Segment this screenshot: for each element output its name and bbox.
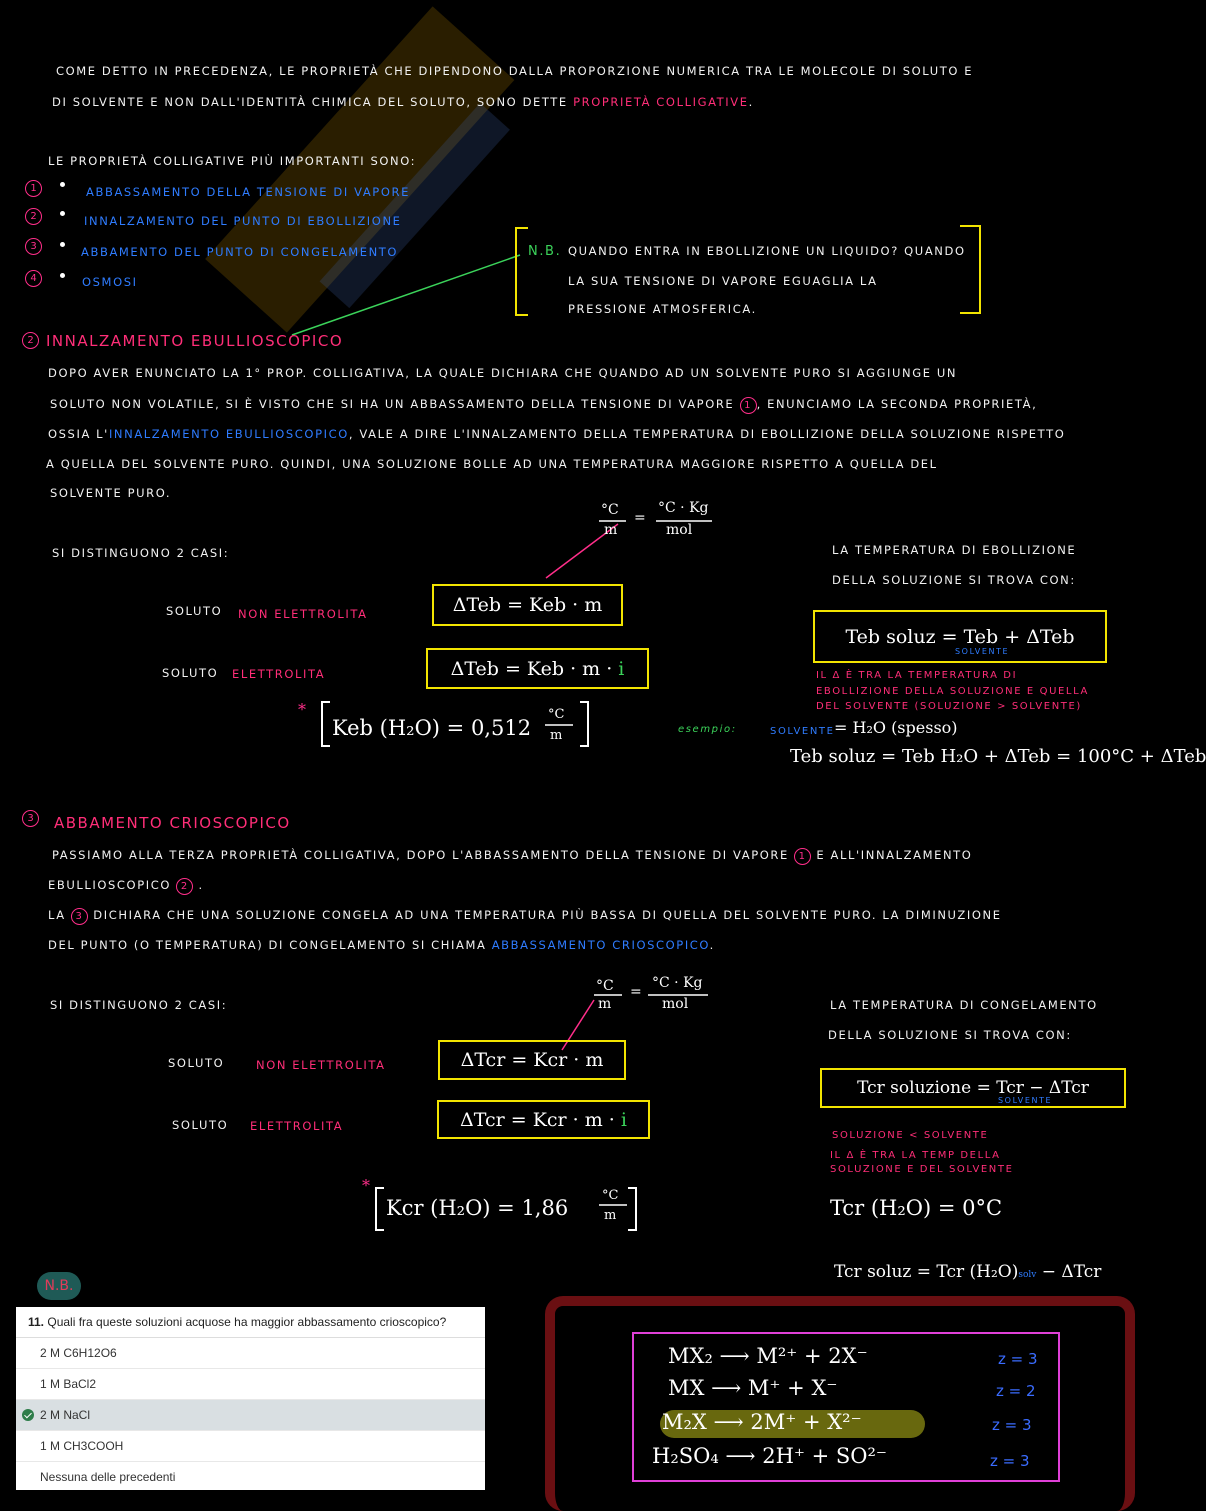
case-1-label-3: SOLUTO — [168, 1056, 225, 1070]
teb-note-3: DEL SOLVENTE (SOLUZIONE > SOLVENTE) — [816, 701, 1082, 712]
section-3-cases: SI DISTINGUONO 2 CASI: — [50, 998, 228, 1012]
example-formula: Teb soluz = Teb H₂O + ΔTeb = 100°C + ΔTeb — [790, 746, 1206, 767]
tcr-soluz-sub: solv — [1018, 1270, 1037, 1280]
section-3-number: 3 — [22, 810, 39, 827]
intro-line-2-text: DI SOLVENTE E NON DALL'IDENTITÀ CHIMICA DEL SOLUTO, SONO DETTE — [52, 95, 568, 109]
nb-badge: N.B. — [37, 1272, 81, 1300]
tcr-note-2: IL Δ È TRA LA TEMP DELLA — [830, 1150, 1001, 1161]
list-item-4: OSMOSI — [82, 275, 138, 289]
case-1-type: NON ELETTROLITA — [238, 607, 368, 621]
kcr-unit-den: m — [604, 1208, 617, 1223]
section-3-p4: DEL PUNTO (O TEMPERATURA) DI CONGELAMENTO SI CHIAMA ABBASSAMENTO CRIOSCOPICO. — [48, 938, 715, 952]
section-3-p4-text: DEL PUNTO (O TEMPERATURA) DI CONGELAMENTO SI CHIAMA — [48, 938, 487, 952]
case-2-type-3: ELETTROLITA — [250, 1119, 344, 1133]
reaction-2-z: z = 2 — [996, 1382, 1036, 1400]
kcr-unit-num: °C — [602, 1188, 619, 1203]
nb-tag: N.B. — [528, 244, 562, 259]
reaction-3-z: z = 3 — [992, 1416, 1032, 1434]
section-3-p1 — [52, 848, 972, 865]
tcr-note-3: SOLUZIONE E DEL SOLVENTE — [830, 1164, 1014, 1175]
section-2-p2 — [50, 397, 1037, 414]
list-number-4: 4 — [25, 270, 42, 287]
keb-unit-den: m — [550, 728, 563, 743]
section-2-p5: SOLVENTE PURO. — [50, 486, 172, 500]
list-number-1: 1 — [25, 180, 42, 197]
units-lhs-den-3: m — [598, 996, 612, 1012]
section-2-p2-text-end: , ENUNCIAMO LA SECONDA PROPRIETÀ, — [756, 397, 1038, 411]
tcr-soluz-end: − ΔTcr — [1041, 1262, 1102, 1282]
ref-number-2: 2 — [176, 878, 193, 895]
reaction-4-z: z = 3 — [990, 1452, 1030, 1470]
units-equals-3: = — [630, 984, 642, 1000]
intro-line-1: COME DETTO IN PRECEDENZA, LE PROPRIETÀ CHE DIPENDONO DALLA PROPORZIONE NUMERICA TRA LE MOLECOLE DI SOLUTO E — [56, 64, 974, 78]
tcr-soluz-text: Tcr soluz = Tcr (H₂O) — [834, 1262, 1019, 1282]
formula-box-teb-non-electrolyte: ΔTeb = Keb · m — [432, 584, 623, 626]
units-rhs-num: °C · Kg — [658, 500, 709, 516]
section-2-p2-text: SOLUTO NON VOLATILE, SI È VISTO CHE SI HA UN ABBASSAMENTO DELLA TENSIONE DI VAPORE — [50, 397, 735, 411]
nb-line-3: PRESSIONE ATMOSFERICA. — [568, 302, 757, 316]
formula-teb-solution: Teb soluz = Teb + ΔTeb — [845, 625, 1075, 648]
section-2-p3 — [48, 427, 1065, 441]
quiz-option-selected[interactable] — [16, 1400, 485, 1431]
tcr-solution-formula — [834, 1262, 1101, 1282]
vant-hoff-factor: i — [618, 657, 625, 680]
formula-tcr-electrolyte: ΔTcr = Kcr · m · — [460, 1108, 615, 1131]
quiz-option[interactable]: 2 M C6H12O6 — [16, 1338, 485, 1369]
units-rhs-den: mol — [666, 522, 693, 538]
case-2-type: ELETTROLITA — [232, 667, 326, 681]
example-rest: = H₂O (spesso) — [834, 718, 958, 737]
formula-box-tcr-electrolyte — [437, 1100, 650, 1139]
list-item-2: INNALZAMENTO DEL PUNTO DI EBOLLIZIONE — [84, 214, 402, 228]
asterisk-icon: * — [298, 700, 306, 719]
quiz-card — [16, 1307, 485, 1490]
units-rhs-num-3: °C · Kg — [652, 975, 703, 991]
ref-number-1: 1 — [740, 397, 757, 414]
units-lhs-den: m — [604, 522, 618, 538]
case-2-label-3: SOLUTO — [172, 1118, 229, 1132]
cryoscopic-term: ABBASSAMENTO CRIOSCOPICO — [491, 938, 710, 952]
section-2-p1: DOPO AVER ENUNCIATO LA 1° PROP. COLLIGATIVA, LA QUALE DICHIARA CHE QUANDO AD UN SOLVENTE PURO SI AGGIUNGE UN — [48, 366, 958, 380]
tcr-right-text-1: LA TEMPERATURA DI CONGELAMENTO — [830, 998, 1098, 1012]
example-label: esempio: — [678, 724, 737, 735]
quiz-question-text: Quali fra queste soluzioni acquose ha maggior abbassamento crioscopico? — [47, 1315, 447, 1329]
nb-line-1: QUANDO ENTRA IN EBOLLIZIONE UN LIQUIDO? QUANDO — [568, 244, 966, 258]
tcr-solvente-subscript: SOLVENTE — [998, 1096, 1053, 1105]
check-icon — [22, 1409, 34, 1421]
colligative-properties-term: PROPRIETÀ COLLIGATIVE — [573, 95, 749, 109]
section-3-p1-end: E ALL'INNALZAMENTO — [816, 848, 973, 862]
section-2-cases: SI DISTINGUONO 2 CASI: — [52, 546, 230, 560]
units-lhs-num-3: °C — [596, 978, 614, 994]
teb-note-2: EBOLLIZIONE DELLA SOLUZIONE E QUELLA — [816, 686, 1089, 697]
intro-line-2: DI SOLVENTE E NON DALL'IDENTITÀ CHIMICA DEL SOLUTO, SONO DETTE PROPRIETÀ COLLIGATIVE. — [52, 95, 754, 109]
section-2-p3-end: , VALE A DIRE L'INNALZAMENTO DELLA TEMPERATURA DI EBOLLIZIONE DELLA SOLUZIONE RISPETTO — [348, 427, 1066, 441]
section-2-p4: A QUELLA DEL SOLVENTE PURO. QUINDI, UNA SOLUZIONE BOLLE AD UNA TEMPERATURA MAGGIORE RISPETTO A QUELLA DEL — [46, 457, 938, 471]
intro-line-3: LE PROPRIETÀ COLLIGATIVE PIÙ IMPORTANTI SONO: — [48, 154, 417, 168]
reaction-1-z: z = 3 — [998, 1350, 1038, 1368]
keb-constant: Keb (H₂O) = 0,512 — [332, 716, 532, 740]
example-solvente: SOLVENTE — [770, 726, 835, 737]
asterisk-icon: * — [362, 1176, 370, 1195]
ebullioscopic-term: INNALZAMENTO EBULLIOSCOPICO — [108, 427, 349, 441]
reaction-4: H₂SO₄ ⟶ 2H⁺ + SO²⁻ — [652, 1444, 888, 1468]
quiz-option[interactable]: 1 M CH3COOH — [16, 1431, 485, 1462]
quiz-question — [16, 1307, 485, 1338]
units-lhs-num: °C — [601, 502, 619, 518]
section-2-p3-start: OSSIA L' — [48, 427, 109, 441]
reaction-1: MX₂ ⟶ M²⁺ + 2X⁻ — [668, 1344, 868, 1368]
formula-box-tcr-non-electrolyte: ΔTcr = Kcr · m — [438, 1040, 626, 1080]
units-equals: = — [634, 510, 646, 526]
section-2-title: INNALZAMENTO EBULLIOSCOPICO — [46, 332, 344, 350]
list-item-1: ABBASSAMENTO DELLA TENSIONE DI VAPORE — [86, 185, 410, 199]
section-3-p3-start: LA — [48, 908, 66, 922]
reaction-3: M₂X ⟶ 2M⁺ + X²⁻ — [662, 1410, 862, 1434]
case-2-label: SOLUTO — [162, 666, 219, 680]
quiz-option-label: 2 M NaCl — [40, 1408, 91, 1422]
formula-box-tcr-solution: Tcr soluzione = Tcr − ΔTcr — [820, 1068, 1126, 1108]
section-3-p3-text: DICHIARA CHE UNA SOLUZIONE CONGELA AD UNA TEMPERATURA PIÙ BASSA DI QUELLA DEL SOLVENTE PURO. LA DIMINUZIONE — [93, 908, 1002, 922]
reaction-2: MX ⟶ M⁺ + X⁻ — [668, 1376, 838, 1400]
ref-number-1: 1 — [794, 848, 811, 865]
kcr-constant: Kcr (H₂O) = 1,86 — [386, 1196, 569, 1220]
section-3-title: ABBAMENTO CRIOSCOPICO — [54, 814, 291, 832]
case-1-type-3: NON ELETTROLITA — [256, 1058, 386, 1072]
tcr-right-text-2: DELLA SOLUZIONE SI TROVA CON: — [828, 1028, 1072, 1042]
units-rhs-den-3: mol — [662, 996, 689, 1012]
ref-number-3: 3 — [71, 908, 88, 925]
list-number-3: 3 — [25, 238, 42, 255]
formula-box-teb-electrolyte — [426, 648, 649, 689]
teb-right-text-2: DELLA SOLUZIONE SI TROVA CON: — [832, 573, 1076, 587]
formula-teb-electrolyte: ΔTeb = Keb · m · — [450, 657, 613, 680]
list-item-3: ABBAMENTO DEL PUNTO DI CONGELAMENTO — [81, 245, 399, 259]
quiz-question-number: 11. — [28, 1315, 45, 1329]
nb-line-2: LA SUA TENSIONE DI VAPORE EGUAGLIA LA — [568, 274, 878, 288]
section-3-p2-text: EBULLIOSCOPICO — [48, 878, 172, 892]
quiz-option[interactable]: Nessuna delle precedenti — [40, 1470, 176, 1484]
section-3-p2: EBULLIOSCOPICO 2 . — [48, 878, 204, 895]
teb-solvente-subscript: SOLVENTE — [955, 647, 1010, 656]
list-number-2: 2 — [25, 208, 42, 225]
teb-right-text-1: LA TEMPERATURA DI EBOLLIZIONE — [832, 543, 1077, 557]
tcr-note-1: SOLUZIONE < SOLVENTE — [832, 1130, 989, 1141]
keb-unit-num: °C — [548, 707, 565, 722]
section-3-p3 — [48, 908, 1002, 925]
tcr-water: Tcr (H₂O) = 0°C — [830, 1196, 1003, 1220]
quiz-option[interactable]: 1 M BaCl2 — [16, 1369, 485, 1400]
section-2-number: 2 — [22, 332, 39, 349]
vant-hoff-factor-3: i — [620, 1108, 627, 1131]
case-1-label: SOLUTO — [166, 604, 223, 618]
teb-note-1: IL Δ È TRA LA TEMPERATURA DI — [816, 670, 1018, 681]
section-3-p1-text: PASSIAMO ALLA TERZA PROPRIETÀ COLLIGATIVA, DOPO L'ABBASSAMENTO DELLA TENSIONE DI VAPORE — [52, 848, 789, 862]
